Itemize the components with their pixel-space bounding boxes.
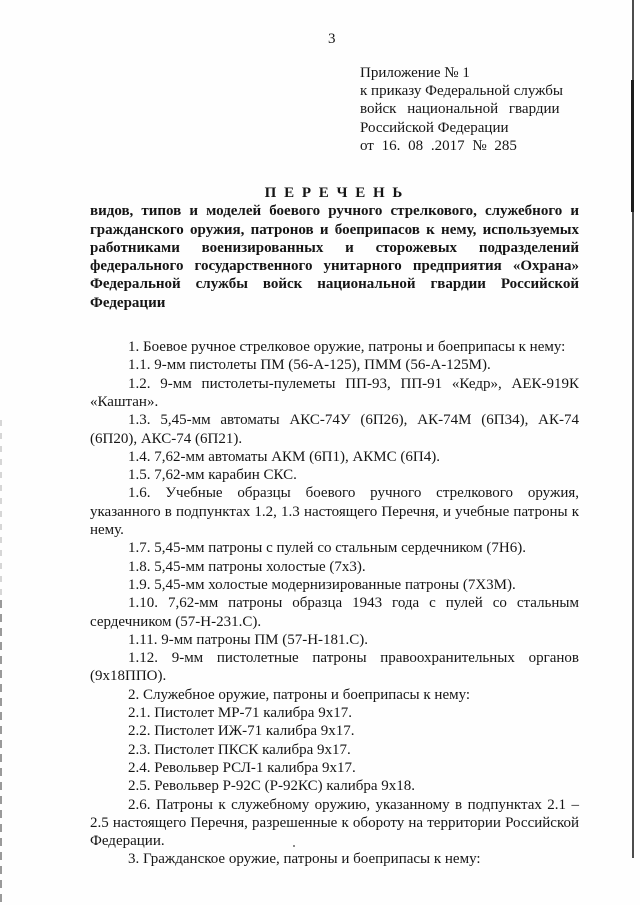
list-paragraph: 1. Боевое ручное стрелковое оружие, патроны и боеприпасы к нему: (128, 339, 566, 356)
scan-speck (293, 845, 295, 847)
list-paragraph: 1.5. 7,62-мм карабин СКС. (128, 467, 297, 484)
document-body (90, 184, 579, 869)
appendix-date-line: от 16. 08 .2017 № 285 (360, 137, 517, 154)
list-paragraph: 1.4. 7,62-мм автоматы АКМ (6П1), АКМС (6П4). (128, 448, 440, 465)
list-paragraph: 1.10. 7,62-мм патроны образца 1943 года с пулей со стальным сердечником (57-Н-231.С). (90, 595, 579, 630)
weapons-list (90, 338, 579, 869)
list-paragraph: 1.6. Учебные образцы боевого ручного стрелкового оружия, указанного в подпунктах 1.2, 1.3 настоящего Перечня, и учебные патроны к нему. (90, 485, 579, 539)
appendix-line: Российской Федерации (360, 119, 509, 136)
list-paragraph: 1.3. 5,45-мм автоматы АКС-74У (6П26), АК-74М (6П34), АК-74 (6П20), АКС-74 (6П21). (90, 412, 579, 447)
list-paragraph: 3. Гражданское оружие, патроны и боеприпасы к нему: (128, 851, 481, 868)
list-paragraph: 1.12. 9-мм пистолетные патроны правоохранительных органов (9х18ППО). (90, 650, 579, 685)
appendix-block (360, 64, 568, 155)
list-paragraph: 2.1. Пистолет МР-71 калибра 9х17. (128, 705, 352, 722)
list-paragraph: 2.6. Патроны к служебному оружию, указанному в подпунктах 2.1 – 2.5 настоящего Перечня, разрешенные к обороту на территории Российской Федерации. (90, 796, 579, 850)
appendix-line: Приложение № 1 (360, 65, 470, 81)
list-paragraph: 2.5. Револьвер Р-92С (Р-92КС) калибра 9х18. (128, 778, 416, 795)
scan-edge-dashes-left-upper (0, 420, 2, 600)
scan-edge-line-right-dark (631, 80, 634, 212)
list-paragraph: 1.2. 9-мм пистолеты-пулеметы ПП-93, ПП-91 «Кедр», АЕК-919К «Каштан». (90, 375, 579, 410)
page-number: 3 (328, 31, 336, 47)
list-paragraph: 1.7. 5,45-мм патроны с пулей со стальным сердечником (7Н6). (128, 540, 526, 557)
list-paragraph: 1.8. 5,45-мм патроны холостые (7х3). (128, 558, 366, 575)
scan-edge-dashes-left-lower (0, 600, 2, 905)
list-paragraph: 2.4. Револьвер РСЛ-1 калибра 9х17. (128, 759, 356, 776)
list-paragraph: 1.9. 5,45-мм холостые модернизированные патроны (7Х3М). (128, 576, 516, 593)
list-paragraph: 1.1. 9-мм пистолеты ПМ (56-А-125), ПММ (56-А-125М). (128, 357, 491, 374)
list-paragraph: 1.11. 9-мм патроны ПМ (57-Н-181.С). (128, 631, 369, 648)
list-paragraph: 2. Служебное оружие, патроны и боеприпасы к нему: (128, 686, 471, 703)
document-title: П Е Р Е Ч Е Н Ь (264, 185, 405, 201)
appendix-line: войск национальной гвардии (360, 101, 560, 118)
appendix-line: к приказу Федеральной службы (360, 83, 564, 100)
list-paragraph: 2.3. Пистолет ПКСК калибра 9х17. (128, 741, 351, 758)
document-subtitle: видов, типов и моделей боевого ручного стрелкового, служебного и гражданского оружия, патронов и боеприпасов к нему, используемых работниками военизированных и сторожевых подразделений федерального государственного унитарного предприятия «Охрана» Федеральной службы войск национальной гвардии Российской Федерации (90, 203, 579, 311)
list-paragraph: 2.2. Пистолет ИЖ-71 калибра 9х17. (128, 723, 355, 740)
